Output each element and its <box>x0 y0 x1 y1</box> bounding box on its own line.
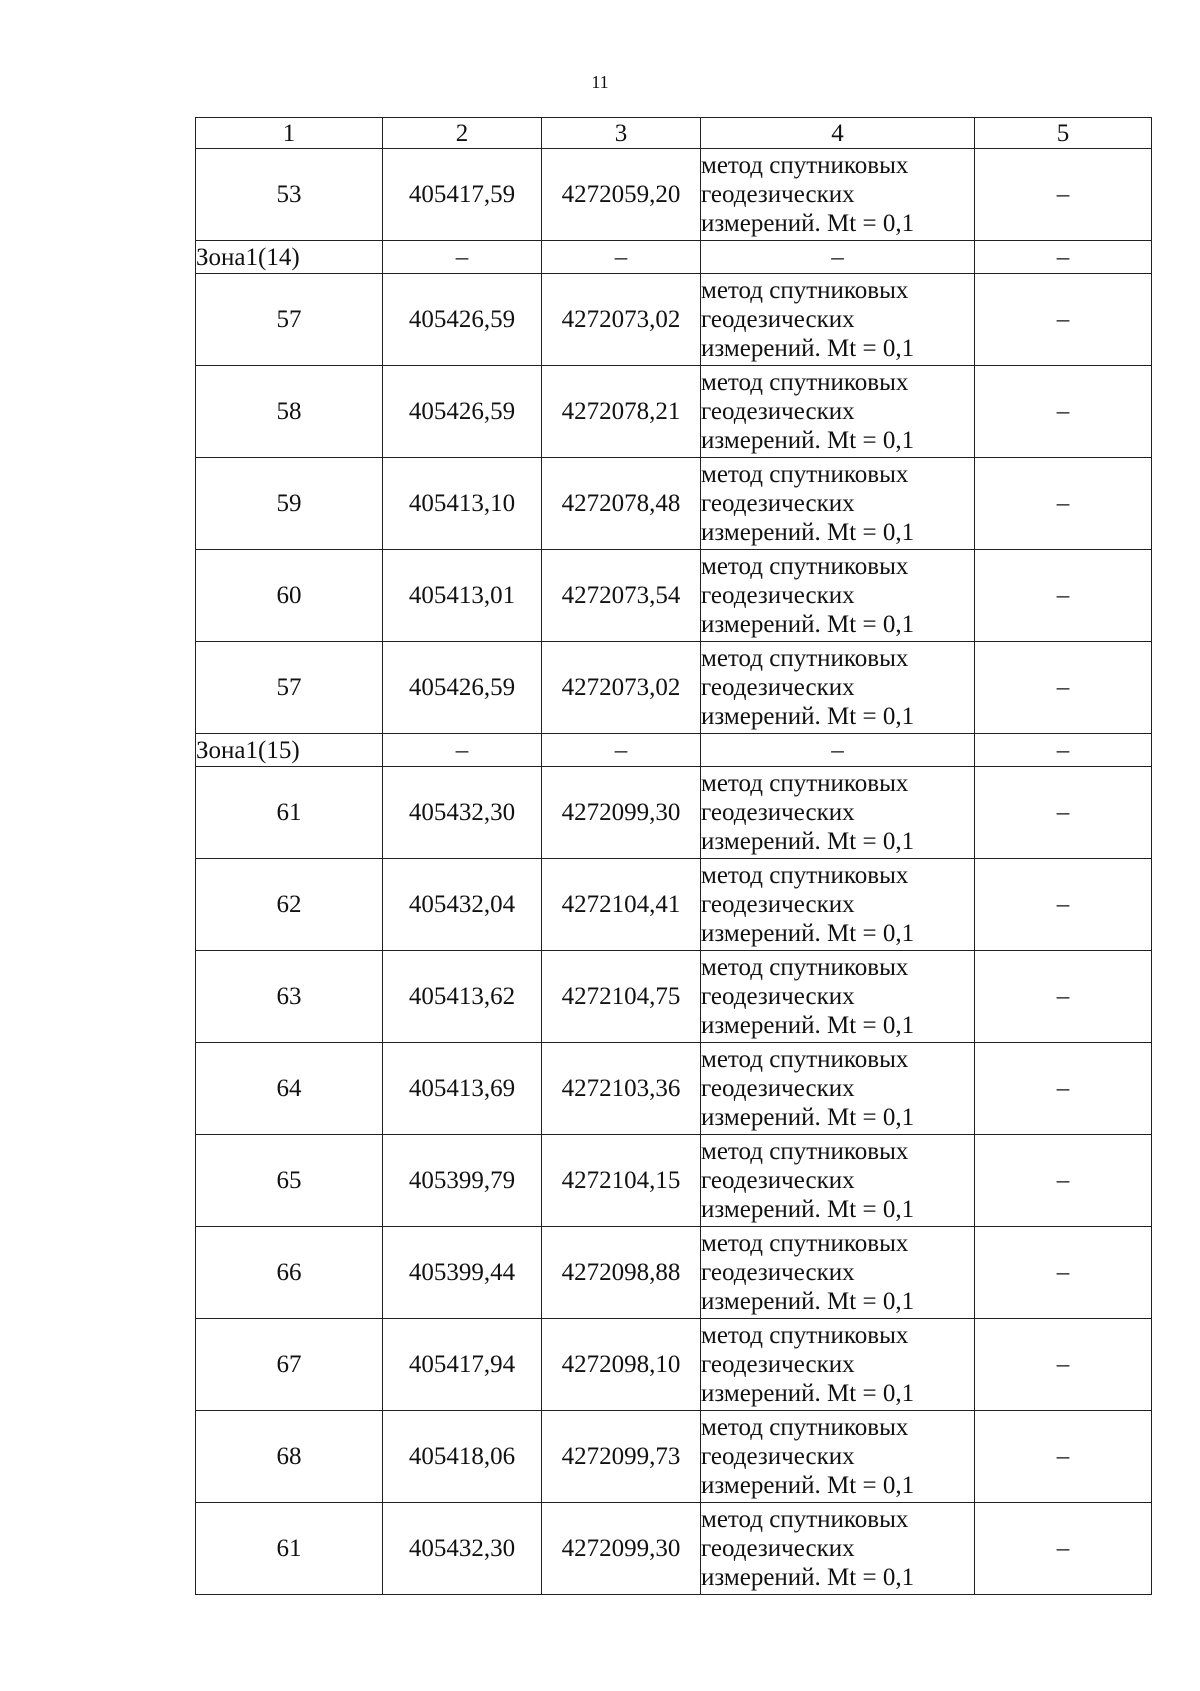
x-coordinate: 405413,10 <box>383 458 542 550</box>
point-number: 53 <box>196 149 383 241</box>
point-number: 57 <box>196 642 383 734</box>
accuracy-cell: – <box>975 642 1152 734</box>
method-line: измерений. Mt = 0,1 <box>701 611 915 638</box>
method-line: измерений. Mt = 0,1 <box>701 519 915 546</box>
method-line: геодезических <box>701 1259 855 1286</box>
measurement-method <box>701 550 975 642</box>
x-coordinate: 405413,69 <box>383 1043 542 1135</box>
empty-cell: – <box>383 241 542 274</box>
method-line: измерений. Mt = 0,1 <box>701 1472 915 1499</box>
method-line: измерений. Mt = 0,1 <box>701 1564 915 1591</box>
method-line: измерений. Mt = 0,1 <box>701 1012 915 1039</box>
table-row <box>196 149 1152 241</box>
y-coordinate: 4272073,02 <box>542 642 701 734</box>
table-row <box>196 1135 1152 1227</box>
measurement-method <box>701 458 975 550</box>
measurement-method <box>701 767 975 859</box>
accuracy-cell: – <box>975 1227 1152 1319</box>
table-row <box>196 274 1152 366</box>
table-row <box>196 1503 1152 1595</box>
x-coordinate: 405413,62 <box>383 951 542 1043</box>
measurement-method <box>701 1227 975 1319</box>
method-line: геодезических <box>701 582 855 609</box>
measurement-method <box>701 642 975 734</box>
method-line: измерений. Mt = 0,1 <box>701 703 915 730</box>
method-line: метод спутниковых <box>701 1046 909 1073</box>
empty-cell: – <box>383 734 542 767</box>
y-coordinate: 4272098,10 <box>542 1319 701 1411</box>
method-line: измерений. Mt = 0,1 <box>701 1288 915 1315</box>
empty-cell: – <box>975 241 1152 274</box>
table-row <box>196 1319 1152 1411</box>
method-line: геодезических <box>701 398 855 425</box>
point-number: 61 <box>196 767 383 859</box>
column-header: 4 <box>701 118 975 149</box>
point-number: 62 <box>196 859 383 951</box>
measurement-method <box>701 366 975 458</box>
x-coordinate: 405399,44 <box>383 1227 542 1319</box>
x-coordinate: 405417,94 <box>383 1319 542 1411</box>
point-number: 64 <box>196 1043 383 1135</box>
accuracy-cell: – <box>975 951 1152 1043</box>
zone-row <box>196 241 1152 274</box>
method-line: геодезических <box>701 1535 855 1562</box>
method-line: геодезических <box>701 983 855 1010</box>
accuracy-cell: – <box>975 366 1152 458</box>
y-coordinate: 4272103,36 <box>542 1043 701 1135</box>
point-number: 60 <box>196 550 383 642</box>
y-coordinate: 4272104,15 <box>542 1135 701 1227</box>
accuracy-cell: – <box>975 149 1152 241</box>
table-row <box>196 1043 1152 1135</box>
method-line: метод спутниковых <box>701 553 909 580</box>
x-coordinate: 405432,04 <box>383 859 542 951</box>
measurement-method <box>701 149 975 241</box>
table-row <box>196 458 1152 550</box>
y-coordinate: 4272059,20 <box>542 149 701 241</box>
method-line: геодезических <box>701 674 855 701</box>
method-line: метод спутниковых <box>701 770 909 797</box>
point-number: 59 <box>196 458 383 550</box>
accuracy-cell: – <box>975 550 1152 642</box>
table-header-row <box>196 118 1152 149</box>
method-line: геодезических <box>701 490 855 517</box>
x-coordinate: 405413,01 <box>383 550 542 642</box>
point-number: 61 <box>196 1503 383 1595</box>
x-coordinate: 405426,59 <box>383 642 542 734</box>
point-number: 63 <box>196 951 383 1043</box>
y-coordinate: 4272073,54 <box>542 550 701 642</box>
point-number: 65 <box>196 1135 383 1227</box>
method-line: метод спутниковых <box>701 862 909 889</box>
method-line: геодезических <box>701 799 855 826</box>
column-header: 1 <box>196 118 383 149</box>
measurement-method <box>701 1043 975 1135</box>
method-line: геодезических <box>701 891 855 918</box>
measurement-method <box>701 1411 975 1503</box>
measurement-method <box>701 274 975 366</box>
x-coordinate: 405426,59 <box>383 366 542 458</box>
x-coordinate: 405426,59 <box>383 274 542 366</box>
method-line: метод спутниковых <box>701 277 909 304</box>
y-coordinate: 4272104,75 <box>542 951 701 1043</box>
accuracy-cell: – <box>975 767 1152 859</box>
column-header: 2 <box>383 118 542 149</box>
accuracy-cell: – <box>975 859 1152 951</box>
method-line: метод спутниковых <box>701 1230 909 1257</box>
column-header: 5 <box>975 118 1152 149</box>
measurement-method <box>701 1319 975 1411</box>
table-row <box>196 1227 1152 1319</box>
x-coordinate: 405399,79 <box>383 1135 542 1227</box>
method-line: геодезических <box>701 1443 855 1470</box>
point-number: 67 <box>196 1319 383 1411</box>
measurement-method <box>701 1135 975 1227</box>
page-number: 11 <box>591 72 609 92</box>
measurement-method <box>701 951 975 1043</box>
method-line: измерений. Mt = 0,1 <box>701 427 915 454</box>
table-row <box>196 550 1152 642</box>
accuracy-cell: – <box>975 1411 1152 1503</box>
method-line: измерений. Mt = 0,1 <box>701 1196 915 1223</box>
method-line: метод спутниковых <box>701 1322 909 1349</box>
table-row <box>196 366 1152 458</box>
method-line: измерений. Mt = 0,1 <box>701 1104 915 1131</box>
table-row <box>196 767 1152 859</box>
y-coordinate: 4272078,21 <box>542 366 701 458</box>
method-line: измерений. Mt = 0,1 <box>701 335 915 362</box>
method-line: метод спутниковых <box>701 1138 909 1165</box>
method-line: измерений. Mt = 0,1 <box>701 1380 915 1407</box>
accuracy-cell: – <box>975 274 1152 366</box>
y-coordinate: 4272098,88 <box>542 1227 701 1319</box>
method-line: метод спутниковых <box>701 461 909 488</box>
point-number: 68 <box>196 1411 383 1503</box>
point-number: 57 <box>196 274 383 366</box>
y-coordinate: 4272078,48 <box>542 458 701 550</box>
accuracy-cell: – <box>975 1503 1152 1595</box>
measurement-method <box>701 859 975 951</box>
method-line: геодезических <box>701 181 855 208</box>
table-row <box>196 859 1152 951</box>
method-line: измерений. Mt = 0,1 <box>701 920 915 947</box>
empty-cell: – <box>975 734 1152 767</box>
y-coordinate: 4272104,41 <box>542 859 701 951</box>
empty-cell: – <box>701 734 975 767</box>
coordinates-table <box>195 117 1152 1595</box>
x-coordinate: 405417,59 <box>383 149 542 241</box>
table-row <box>196 1411 1152 1503</box>
accuracy-cell: – <box>975 1043 1152 1135</box>
zone-label: Зона1(15) <box>196 734 383 767</box>
x-coordinate: 405432,30 <box>383 1503 542 1595</box>
method-line: метод спутниковых <box>701 1414 909 1441</box>
method-line: метод спутниковых <box>701 369 909 396</box>
measurement-method <box>701 1503 975 1595</box>
y-coordinate: 4272099,30 <box>542 767 701 859</box>
x-coordinate: 405432,30 <box>383 767 542 859</box>
method-line: измерений. Mt = 0,1 <box>701 828 915 855</box>
method-line: метод спутниковых <box>701 152 909 179</box>
point-number: 58 <box>196 366 383 458</box>
y-coordinate: 4272099,73 <box>542 1411 701 1503</box>
method-line: геодезических <box>701 1075 855 1102</box>
method-line: геодезических <box>701 306 855 333</box>
point-number: 66 <box>196 1227 383 1319</box>
column-header: 3 <box>542 118 701 149</box>
empty-cell: – <box>542 241 701 274</box>
zone-label: Зона1(14) <box>196 241 383 274</box>
method-line: геодезических <box>701 1351 855 1378</box>
table-body <box>196 149 1152 1595</box>
accuracy-cell: – <box>975 458 1152 550</box>
table-row <box>196 951 1152 1043</box>
method-line: метод спутниковых <box>701 954 909 981</box>
y-coordinate: 4272099,30 <box>542 1503 701 1595</box>
method-line: измерений. Mt = 0,1 <box>701 210 915 237</box>
method-line: метод спутниковых <box>701 645 909 672</box>
empty-cell: – <box>701 241 975 274</box>
accuracy-cell: – <box>975 1319 1152 1411</box>
y-coordinate: 4272073,02 <box>542 274 701 366</box>
x-coordinate: 405418,06 <box>383 1411 542 1503</box>
method-line: геодезических <box>701 1167 855 1194</box>
zone-row <box>196 734 1152 767</box>
table-row <box>196 642 1152 734</box>
accuracy-cell: – <box>975 1135 1152 1227</box>
empty-cell: – <box>542 734 701 767</box>
method-line: метод спутниковых <box>701 1506 909 1533</box>
